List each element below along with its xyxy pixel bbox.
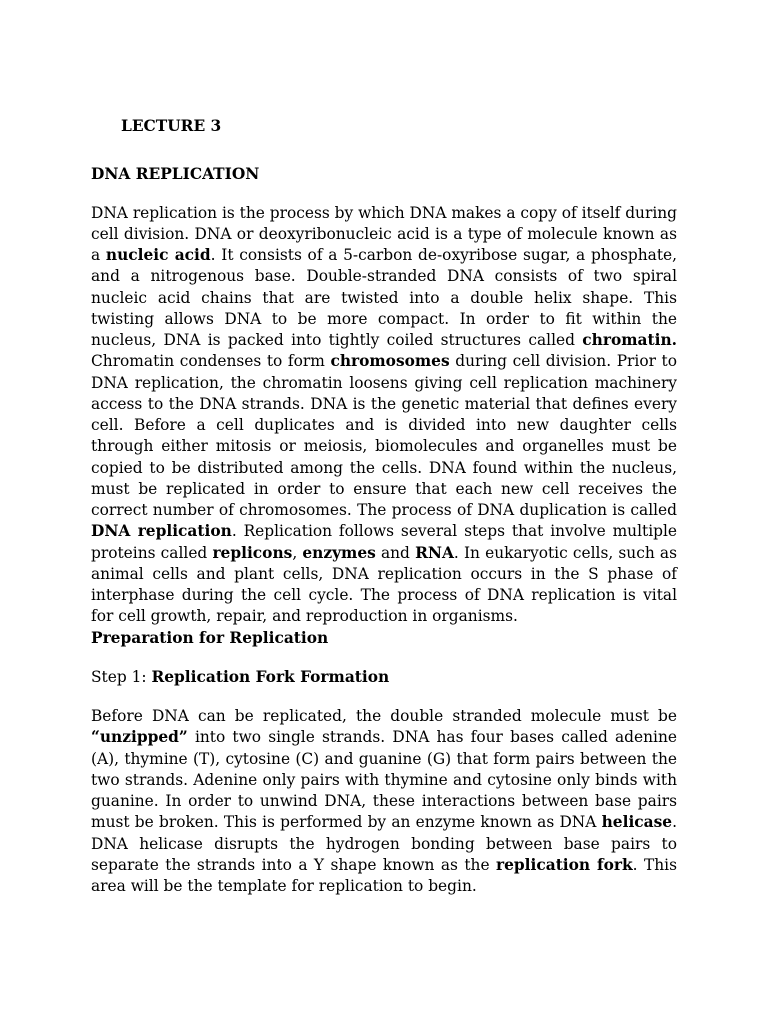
lecture-label: LECTURE 3 xyxy=(121,117,222,135)
bold-term: enzymes xyxy=(302,543,376,562)
step-prefix: Step 1: xyxy=(91,667,152,686)
page-title: DNA REPLICATION xyxy=(91,165,260,184)
bold-term: DNA replication xyxy=(91,522,232,541)
step-title: Replication Fork Formation xyxy=(151,667,390,686)
page-content xyxy=(91,116,677,897)
bold-term: RNA xyxy=(415,543,454,562)
intro-paragraph: DNA replication is the process by which DNA makes a copy of itself during cell division. DNA or deoxyribonucleic acid is a type of molecule known as a nucleic acid. It consists of a 5-carbon de-oxyribose sugar, a phosphate, and a nitrogenous base. Double-stranded DNA consists of two spiral nucleic acid chains that are twisted into a double helix shape. This twisting allows DNA to be more compact. In order to fit within the nucleus, DNA is packed into tightly coiled structures called chromatin. Chromatin condenses to form chromosomes during cell division. Prior to DNA replication, the chromatin loosens giving cell replication machinery access to the DNA strands. DNA is the genetic material that defines every cell. Before a cell duplicates and is divided into new daughter cells through either mitosis or meiosis, biomolecules and organelles must be copied to be distributed among the cells. DNA found within the nucleus, must be replicated in order to ensure that each new cell receives the correct number of chromosomes. The process of DNA duplication is called DNA replication. Replication follows several steps that involve multiple proteins called replicons, enzymes and RNA. In eukaryotic cells, such as animal cells and plant cells, DNA replication occurs in the S phase of interphase during the cell cycle. The process of DNA replication is vital for cell growth, repair, and reproduction in organisms. xyxy=(91,203,678,626)
section-heading: Preparation for Replication xyxy=(91,628,329,647)
bold-term: chromatin. xyxy=(582,331,677,349)
bold-term: nucleic acid xyxy=(105,246,211,264)
bold-term: helicase xyxy=(601,813,673,832)
step-paragraph: Before DNA can be replicated, the double stranded molecule must be “unzipped” into two single strands. DNA has four bases called adenine (A), thymine (T), cytosine (C) and guanine (G) that form pairs between the two strands. Adenine only pairs with thymine and cytosine only binds with guanine. In order to unwind DNA, these interactions between base pairs must be broken. This is performed by an enzyme known as DNA helicase. DNA helicase disrupts the hydrogen bonding between base pairs to separate the strands into a Y shape known as the replication fork. This area will be the template for replication to begin. xyxy=(91,707,677,895)
step-heading xyxy=(91,667,677,688)
bold-term: replicons xyxy=(212,543,293,562)
bold-term: “unzipped” xyxy=(91,728,188,747)
bold-term: replication fork xyxy=(496,855,633,874)
bold-term: chromosomes xyxy=(330,352,450,371)
